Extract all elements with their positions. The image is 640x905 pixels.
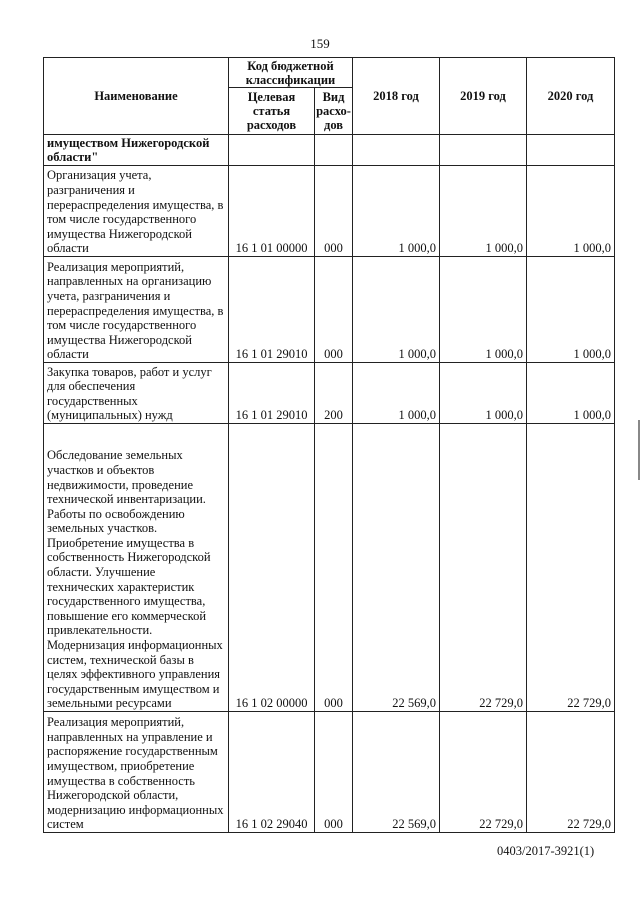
- row-2019: [440, 135, 527, 166]
- table-row: [44, 166, 615, 257]
- row-target: [229, 135, 315, 166]
- row-2019: 1 000,0: [440, 257, 527, 363]
- row-2020: 1 000,0: [527, 257, 615, 363]
- row-2019: 1 000,0: [440, 363, 527, 424]
- row-target: 16 1 01 29010: [229, 363, 315, 424]
- row-vid: 200: [315, 363, 353, 424]
- row-target: 16 1 02 29040: [229, 712, 315, 833]
- table-row: [44, 257, 615, 363]
- row-2018: 22 569,0: [353, 712, 440, 833]
- table-row: [44, 363, 615, 424]
- row-2020: 1 000,0: [527, 363, 615, 424]
- table-row: [44, 712, 615, 833]
- row-name: Закупка товаров, работ и услуг для обеспечения государственных (муниципальных) нужд: [44, 363, 229, 424]
- header-2019: 2019 год: [440, 58, 527, 135]
- header-name: Наименование: [44, 58, 229, 135]
- row-2018: 22 569,0: [353, 424, 440, 712]
- row-name: Обследование земельных участков и объектов недвижимости, проведение технической инвентаризации. Работы по освобождению земельных участков. Приобретение имущества в собственность Нижегородской области. Улучшение технических характеристик государственного имущества, повышение его коммерческой привлекательности. Модернизация информационных систем, технической базы в целях эффективного управления государственным имуществом и земельными ресурсами: [44, 424, 229, 712]
- row-target: 16 1 02 00000: [229, 424, 315, 712]
- header-2018: 2018 год: [353, 58, 440, 135]
- row-2019: 22 729,0: [440, 712, 527, 833]
- row-vid: 000: [315, 166, 353, 257]
- header-target: Целевая статья расходов: [229, 88, 315, 135]
- page-number: 159: [310, 36, 330, 51]
- row-name: имуществом Нижегородской области": [44, 135, 229, 166]
- row-2020: [527, 135, 615, 166]
- table-row: [44, 135, 615, 166]
- row-target: 16 1 01 29010: [229, 257, 315, 363]
- row-vid: [315, 135, 353, 166]
- row-2020: 22 729,0: [527, 424, 615, 712]
- row-name: Реализация мероприятий, направленных на управление и распоряжение государственным имуществом, приобретение имущества в собственность Нижегородской области, модернизацию информационных систем: [44, 712, 229, 833]
- row-2018: 1 000,0: [353, 166, 440, 257]
- table-row: [44, 424, 615, 712]
- row-2018: 1 000,0: [353, 257, 440, 363]
- row-2019: 22 729,0: [440, 424, 527, 712]
- row-vid: 000: [315, 712, 353, 833]
- row-2018: [353, 135, 440, 166]
- row-2018: 1 000,0: [353, 363, 440, 424]
- row-2020: 22 729,0: [527, 712, 615, 833]
- row-2020: 1 000,0: [527, 166, 615, 257]
- row-vid: 000: [315, 424, 353, 712]
- header-code-group: Код бюджетной классификации: [229, 58, 353, 88]
- row-target: 16 1 01 00000: [229, 166, 315, 257]
- document-code: 0403/2017-3921(1): [497, 844, 595, 858]
- row-2019: 1 000,0: [440, 166, 527, 257]
- row-name: Реализация мероприятий, направленных на организацию учета, разграничения и перераспределения имущества, в том числе государственного имущества Нижегородской области: [44, 257, 229, 363]
- row-vid: 000: [315, 257, 353, 363]
- header-vid: Вид расхо-дов: [315, 88, 353, 135]
- row-name: Организация учета, разграничения и перераспределения имущества, в том числе государственного имущества Нижегородской области: [44, 166, 229, 257]
- header-2020: 2020 год: [527, 58, 615, 135]
- budget-table: [43, 57, 615, 833]
